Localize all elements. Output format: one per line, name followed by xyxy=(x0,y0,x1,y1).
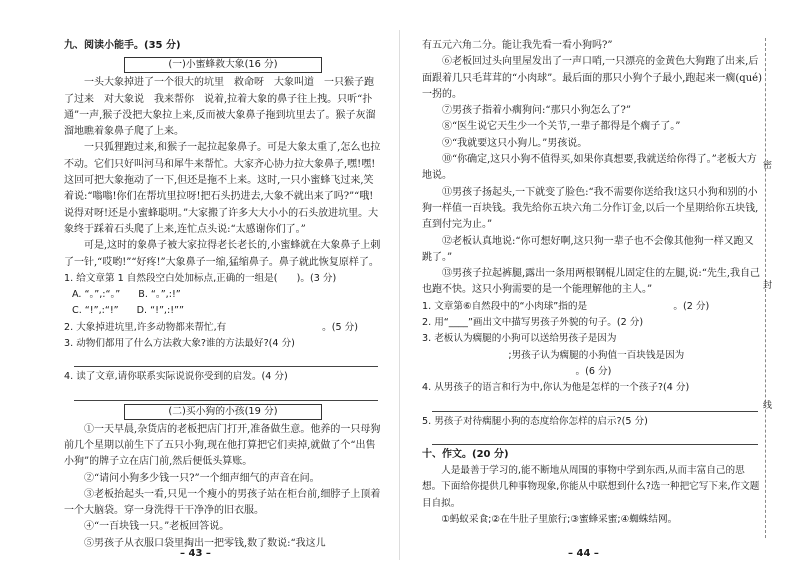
passage2-cont-4: ⑧“医生说它天生少一个关节,一辈子都得是个瘸子了。” xyxy=(442,121,681,133)
passage1-para-1: 一头大象掉进了一个很大的坑里 救命呀 大象叫道 一只猴子跑了过来 对大象说 我来帮你 说着,拉着大象的鼻子往上拽。只听“扑通”一声,猴子没把大象拉上来,反而被大象鼻子拖到坑里去了。猴子灰溜溜地瞧着象鼻子爬了上来。 xyxy=(64,77,376,138)
p2-question-4: 4. 从男孩子的语言和行为中,你认为他是怎样的一个孩子?(4 分) xyxy=(422,382,690,394)
question-2: 2. 大象掉进坑里,许多动物都来帮忙,有 。(5 分) xyxy=(64,321,358,333)
answer-line[interactable] xyxy=(432,397,758,412)
question-1-options-ab xyxy=(64,287,382,303)
passage2-title: (二)买小狗的小孩(19 分) xyxy=(124,404,322,420)
passage2-cont-3: ⑦男孩子指着小瘸狗问:“那只小狗怎么了?” xyxy=(442,105,631,117)
passage2-cont-2: ⑥老板回过头向里屋发出了一声口哨,一只漂亮的金黄色大狗跑了出来,后面跟着几只毛茸茸的“小肉球”。最后面的那只小狗个子最小,跑起来一瘸(qué)一拐的。 xyxy=(422,56,762,100)
seal-char-mi: 密 xyxy=(763,161,773,171)
p2-question-1: 1. 文章第⑥自然段中的“小肉球”指的是 。(2 分) xyxy=(422,300,710,312)
page-44 xyxy=(400,0,800,581)
p2-question-5: 5. 男孩子对待瘸腿小狗的态度给你怎样的启示?(5 分) xyxy=(422,415,648,427)
p2-question-2: 2. 用“____”画出文中描写男孩子外貌的句子。(2 分) xyxy=(422,317,644,329)
seal-char-xian: 线 xyxy=(763,401,773,411)
composition-items: ①蚂蚁采食;②在牛肚子里旅行;③蜜蜂采蜜;④蜘蛛结网。 xyxy=(441,514,678,526)
option-b[interactable]: B. “。”,:!” xyxy=(138,289,181,301)
passage2-para-1: ①一天早晨,杂货店的老板把店门打开,准备做生意。他养的一只母狗前几个星期以前生下了五只小狗,现在他打算把它们卖掉,就做了个“出售小狗”的牌子立在店门前,然后便低头算账。 xyxy=(64,423,381,468)
question-3: 3. 动物们都用了什么方法救大象?谁的方法最好?(4 分) xyxy=(64,338,295,350)
passage1-title: (一)小蜜蜂救大象(16 分) xyxy=(124,57,322,73)
passage2-para-3: ③老板抬起头一看,只见一个瘦小的男孩子站在柜台前,细脖子上顶着一个大脑袋。穿一身洗得干干净净的旧衣服。 xyxy=(64,488,381,517)
question-1: 1. 给文章第 1 自然段空白处加标点,正确的一组是( )。(3 分) xyxy=(64,272,337,284)
passage2-para-4: ④“一百块钱一只。”老板回答说。 xyxy=(84,521,230,533)
passage1-para-2: 一只狐狸跑过来,和猴子一起拉起象鼻子。可是大象太重了,怎么也拉不动。它们只好叫河马和犀牛来帮忙。大家齐心协力拉大象鼻子,嘿!嘿!这回可把大象拖动了一下,但还是拖不上来。这时,一只小蜜蜂飞过来,笑着说:“嗡嗡!你们在帮坑里拉呀!把石头扔进去,大象不就出来了吗?”“哦!说得对呀!还是小蜜蜂聪明。”大家搬了许多大大小小的石头放进坑里。大象终于踩着石头爬了上来,连忙点头说:“太感谢你们了。” xyxy=(64,142,381,235)
passage1-para-3: 可是,这时的象鼻子被大家拉得老长老长的,小蜜蜂就在大象鼻子上刺了一针,“哎哟!”“好疼!”大象鼻子一缩,猛缩鼻子。鼻子就此恢复原样了。 xyxy=(64,240,381,268)
seal-line-strip xyxy=(765,38,780,538)
page-number-right: – 44 – xyxy=(568,548,599,559)
p2-question-3b: ;男孩子认为瘸腿的小狗值一百块钱是因为 xyxy=(422,349,685,361)
answer-line[interactable] xyxy=(74,352,378,367)
option-a[interactable]: A. “。”,:“。” xyxy=(72,289,121,301)
passage2-cont-7: ⑪男孩子扬起头,一下就变了脸色:“我不需要你送给我!这只小狗和别的小狗一样值一百块钱。我先给你五块六角二分作订金,以后一个星期给你五块钱,直到付完为止。” xyxy=(422,186,759,231)
answer-line[interactable] xyxy=(74,386,378,401)
passage2-cont-8: ⑫老板认真地说:“你可想好啊,这只狗一辈子也不会像其他狗一样又跑又跳了。” xyxy=(422,235,754,263)
passage2-cont-1: 有五元六角二分。能让我先看一看小狗吗?” xyxy=(422,40,613,51)
composition-title: 十、作文。(20 分) xyxy=(422,448,509,460)
passage2-para-2: ②“请问小狗多少钱一只?”一个细声细气的声音在问。 xyxy=(84,472,320,484)
p2-question-3c: 。(6 分) xyxy=(422,365,612,377)
composition-text: 人是最善于学习的,能不断地从周围的事物中学到东西,从而丰富自己的思想。下面给你提供几种事物现象,你能从中联想到什么?选一种把它写下来,作文题目自拟。 xyxy=(422,465,760,509)
option-c[interactable]: C. “!”,:“!” xyxy=(72,305,119,317)
option-d[interactable]: D. “!”,:!”” xyxy=(136,305,184,317)
left-column xyxy=(64,38,382,552)
right-column xyxy=(422,38,762,528)
question-4: 4. 读了文章,请你联系实际说说你受到的启发。(4 分) xyxy=(64,371,288,383)
reading-section-title: 九、阅读小能手。(35 分) xyxy=(64,40,181,51)
page-number-left: – 43 – xyxy=(180,548,211,559)
question-1-options-cd xyxy=(64,303,382,319)
answer-line[interactable] xyxy=(432,430,758,445)
seal-char-feng: 封 xyxy=(763,281,773,291)
passage2-cont-5: ⑨“我就要这只小狗儿。”男孩说。 xyxy=(442,137,588,149)
passage2-cont-9: ⑬男孩子拉起裤腿,露出一条用两根钢棍儿固定住的左腿,说:“先生,我自己也跑不快。这只小狗需要的是一个能理解他的主人。” xyxy=(422,268,761,296)
p2-question-3a: 3. 老板认为瘸腿的小狗可以送给男孩子是因为 xyxy=(422,333,703,345)
passage2-cont-6: ⑩“你确定,这只小狗不值得买,如果你真想要,我就送给你得了。”老板大方地说。 xyxy=(422,154,757,182)
passage2-para-5: ⑤男孩子从衣服口袋里掏出一把零钱,数了数说:“我这儿 xyxy=(84,537,326,549)
